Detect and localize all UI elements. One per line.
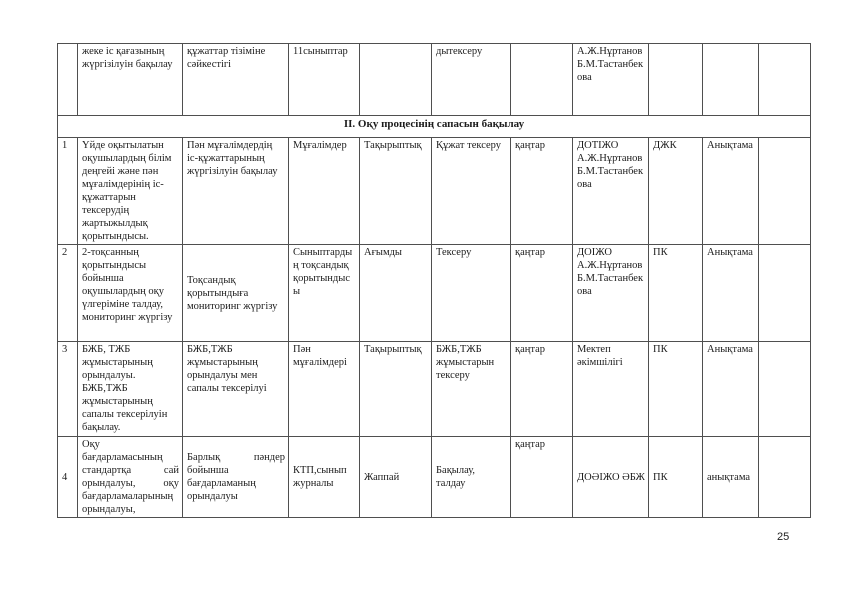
table-cell [759, 342, 811, 437]
table-cell: БЖБ, ТЖБ жұмыстарының орындалуы. БЖБ,ТЖБ жұмыстарының сапалы тексерілуін бақылау. [78, 342, 183, 437]
table-cell: қаңтар [511, 437, 573, 518]
table-cell [703, 44, 759, 116]
table-cell [649, 44, 703, 116]
table-cell: 1 [58, 138, 78, 245]
table-cell [360, 44, 432, 116]
table-cell: Мектеп әкімшілігі [573, 342, 649, 437]
table-cell: Анықтама [703, 138, 759, 245]
section-header-row [58, 116, 811, 138]
table-cell: Тақырыптық [360, 342, 432, 437]
table-cell: анықтама [703, 437, 759, 518]
table-cell [759, 138, 811, 245]
page-number: 25 [777, 531, 790, 543]
table-cell: Пән мұғалімдері [289, 342, 360, 437]
table-cell: 4 [58, 437, 78, 518]
table-row [58, 44, 811, 116]
table-cell: қаңтар [511, 138, 573, 245]
table-cell: қаңтар [511, 342, 573, 437]
table-cell: құжаттар тізіміне сәйкестігі [183, 44, 289, 116]
plan-table [57, 43, 811, 518]
table-cell: Тақырыптық [360, 138, 432, 245]
table-cell: Жаппай [360, 437, 432, 518]
table-cell: Анықтама [703, 342, 759, 437]
table-cell: Оқу бағдарламасының стандартқа сай орындалуы, оқу бағдарламаларының орындалуы, [78, 437, 183, 518]
table-cell: Бақылау, талдау [432, 437, 511, 518]
table-cell: А.Ж.Нұртанов Б.М.Тастанбекова [573, 44, 649, 116]
plan-table-body [58, 44, 811, 518]
table-cell: жеке іс қағазының жүргізілуін бақылау [78, 44, 183, 116]
table-cell: Тоқсандық қорытындыға мониторинг жүргізу [183, 245, 289, 342]
table-cell: ПК [649, 342, 703, 437]
table-cell: БЖБ,ТЖБ жұмыстарын тексеру [432, 342, 511, 437]
table-cell: дытексеру [432, 44, 511, 116]
table-cell: 2 [58, 245, 78, 342]
table-row [58, 437, 811, 518]
table-cell: 2-тоқсанның қорытындысы бойынша оқушылардың оқу үлгеріміне талдау, мониторинг жүргізу [78, 245, 183, 342]
table-cell: ДОӘІЖО ӘБЖ [573, 437, 649, 518]
table-row [58, 245, 811, 342]
table-cell: Анықтама [703, 245, 759, 342]
table-cell: Үйде оқытылатын оқушылардың білім деңгейі және пән мұғалімдерінің іс-құжаттарын тексерудің жартыжылдық қорытындысы. [78, 138, 183, 245]
table-cell: Ағымды [360, 245, 432, 342]
table-cell: ДОІЖО А.Ж.Нұртанов Б.М.Тастанбекова [573, 245, 649, 342]
table-cell: ДЖК [649, 138, 703, 245]
table-cell: 3 [58, 342, 78, 437]
table-cell: 11сыныптар [289, 44, 360, 116]
table-cell: ДОТІЖО А.Ж.Нұртанов Б.М.Тастанбекова [573, 138, 649, 245]
table-cell [511, 44, 573, 116]
table-row [58, 138, 811, 245]
table-cell [58, 44, 78, 116]
table-cell [759, 245, 811, 342]
table-cell: қаңтар [511, 245, 573, 342]
table-cell: КТП,сынып журналы [289, 437, 360, 518]
table-cell: ПК [649, 437, 703, 518]
table-cell: Сыныптардың тоқсандық қорытындысы [289, 245, 360, 342]
table-cell [759, 437, 811, 518]
table-cell [759, 44, 811, 116]
table-cell: Барлық пәндер бойынша бағдарламаның орындалуы [183, 437, 289, 518]
table-row [58, 342, 811, 437]
table-cell: Құжат тексеру [432, 138, 511, 245]
section-header: ІІ. Оқу процесінің сапасын бақылау [58, 116, 811, 138]
table-cell: БЖБ,ТЖБ жұмыстарының орындалуы мен сапалы тексерілуі [183, 342, 289, 437]
table-cell: Пән мұғалімдердің іс-құжаттарының жүргізілуін бақылау [183, 138, 289, 245]
table-cell: Мұғалімдер [289, 138, 360, 245]
table-cell: Тексеру [432, 245, 511, 342]
table-cell: ПК [649, 245, 703, 342]
